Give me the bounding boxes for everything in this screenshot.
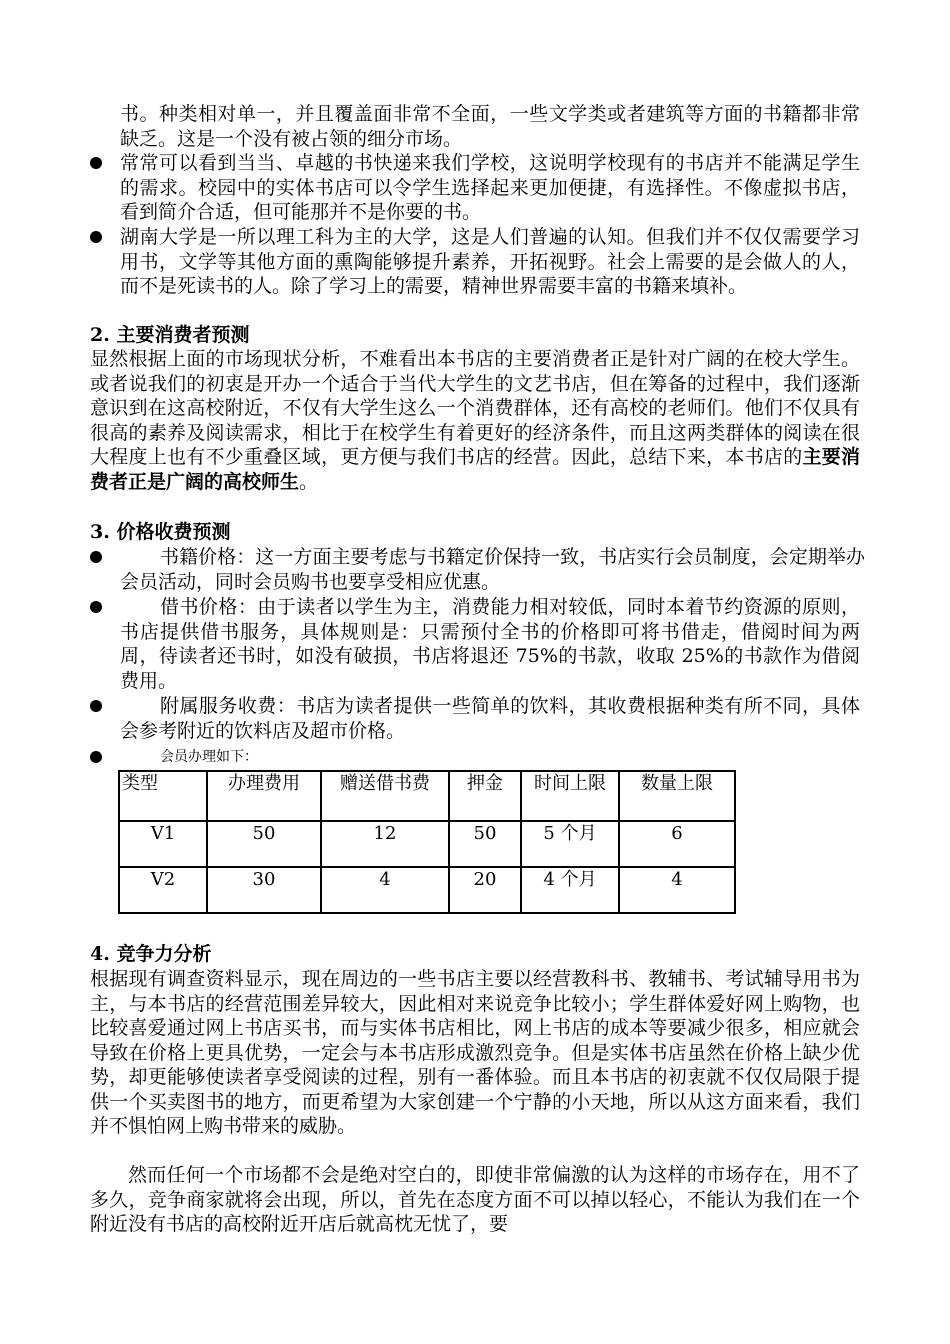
table-cell: 50 [207,821,321,867]
section-2-heading: 2. 主要消费者预测 [90,324,250,346]
price-item-borrow: 借书价格：由于读者以学生为主，消费能力相对较低，同时本着节约资源的原则，书店提供借书服务，具体规则是：只需预付全书的价格即可将书借走，借阅时间为两周，待读者还书时，如没有破损，书店将退还 75%的书款，收取 25%的书款作为借阅费用。 [120,596,860,692]
table-header-cell: 类型 [119,771,207,821]
bullet-icon [90,551,102,563]
member-note: 会员办理如下： [160,749,258,765]
market-bullet-2: 湖南大学是一所以理工科为主的大学，这是人们普遍的认知。但我们并不仅仅需要学习用书，文学等其他方面的熏陶能够提升素养，开拓视野。社会上需要的是会做人的人，而不是死读书的人。除了学习上的需要，精神世界需要丰富的书籍来填补。 [120,226,860,297]
bullet-icon [90,700,102,712]
table-cell: 20 [449,867,521,913]
bullet-icon [90,601,102,613]
table-cell: V2 [119,867,207,913]
price-item-books: 书籍价格：这一方面主要考虑与书籍定价保持一致，书店实行会员制度，会定期举办会员活动，同时会员购书也要享受相应优惠。 [120,546,865,593]
section-3-heading: 3. 价格收费预测 [90,521,231,543]
bullet-icon [90,231,102,243]
bullet-icon [90,751,102,763]
table-header-cell: 赠送借书费 [321,771,449,821]
table-row [119,867,735,913]
membership-table [118,770,736,914]
table-cell: 50 [449,821,521,867]
table-header-cell: 办理费用 [207,771,321,821]
table-header-cell: 数量上限 [619,771,735,821]
bullet-icon [90,157,102,169]
table-cell: 4 [321,867,449,913]
section-2-body: 显然根据上面的市场现状分析，不难看出本书店的主要消费者正是针对广阔的在校大学生。或者说我们的初衷是开办一个适合于当代大学生的文艺书店，但在筹备的过程中，我们逐渐意识到在这高校附近，不仅有大学生这么一个消费群体，还有高校的老师们。他们不仅具有很高的素养及阅读需求，相比于在校学生有着更好的经济条件，而且这两类群体的阅读在很大程度上也有不少重叠区域，更方便与我们书店的经营。因此，总结下来，本书店的主要消费者正是广阔的高校师生。 [90,348,860,493]
table-row [119,821,735,867]
table-cell: 4 [619,867,735,913]
table-cell: 30 [207,867,321,913]
price-item-service: 附属服务收费：书店为读者提供一些简单的饮料，其收费根据种类有所不同，具体会参考附近的饮料店及超市价格。 [120,695,860,742]
market-bullet-1: 常常可以看到当当、卓越的书快递来我们学校，这说明学校现有的书店并不能满足学生的需求。校园中的实体书店可以令学生选择起来更加便捷，有选择性。不像虚拟书店，看到简介合适，但可能那并不是你要的书。 [120,152,860,223]
section-4-paragraph-2: 然而任何一个市场都不会是绝对空白的，即使非常偏激的认为这样的市场存在，用不了多久，竞争商家就将会出现，所以，首先在态度方面不可以掉以轻心，不能认为我们在一个附近没有书店的高校附近开店后就高枕无忧了，要 [90,1164,860,1235]
table-cell: 4 个月 [521,867,619,913]
section-4-heading: 4. 竞争力分析 [90,943,212,965]
intro-continuation: 书。种类相对单一，并且覆盖面非常不全面，一些文学类或者建筑等方面的书籍都非常缺乏。这是一个没有被占领的细分市场。 [120,103,860,150]
table-header-cell: 时间上限 [521,771,619,821]
table-header-row [119,771,735,821]
table-cell: 12 [321,821,449,867]
key-consumer-highlight: 主要消费者正是广阔的高校师生 [90,446,860,493]
section-4-paragraph-1: 根据现有调查资料显示，现在周边的一些书店主要以经营教科书、教辅书、考试辅导用书为主，与本书店的经营范围差异较大，因此相对来说竞争比较小；学生群体爱好网上购物，也比较喜爱通过网上书店买书，而与实体书店相比，网上书店的成本等要减少很多，相应就会导致在价格上更具优势，一定会与本书店形成激烈竞争。但是实体书店虽然在价格上缺少优势，却更能够使读者享受阅读的过程，别有一番体验。而且本书店的初衷就不仅仅局限于提供一个买卖图书的地方，而更希望为大家创建一个宁静的小天地，所以从这方面来看，我们并不惧怕网上购书带来的威胁。 [90,968,860,1137]
table-header-cell: 押金 [449,771,521,821]
table-cell: V1 [119,821,207,867]
table-cell: 5 个月 [521,821,619,867]
table-cell: 6 [619,821,735,867]
